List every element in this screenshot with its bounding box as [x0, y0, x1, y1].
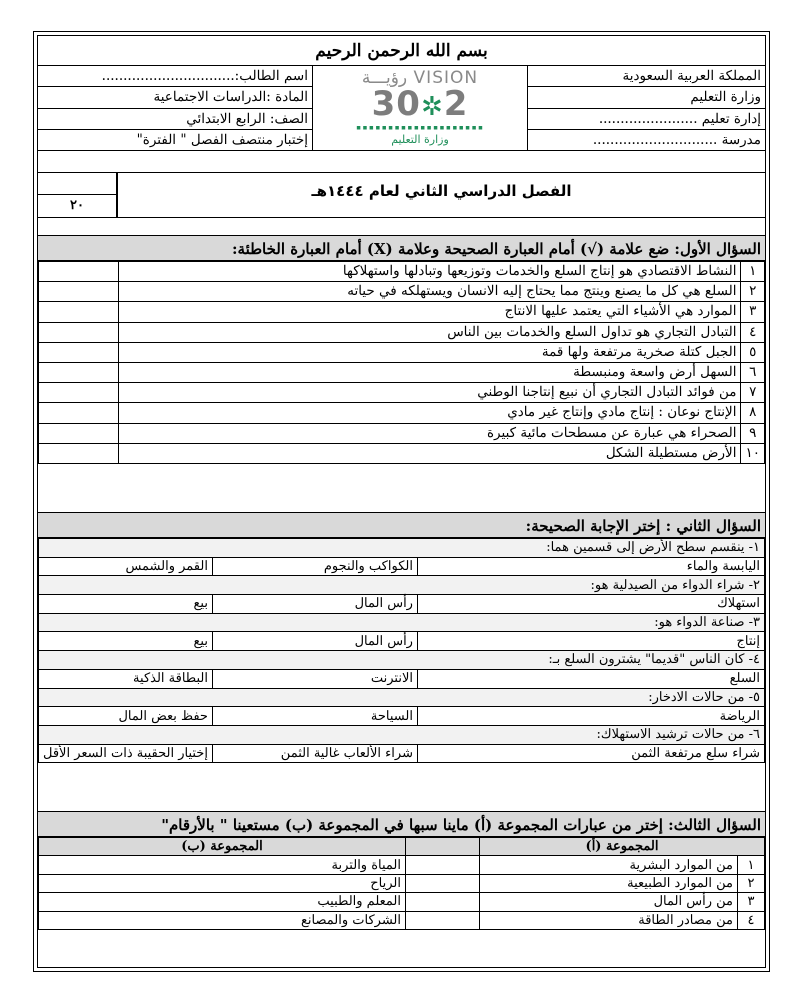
match-answer-cell[interactable]: [406, 856, 480, 874]
mcq-options-row: [39, 632, 765, 651]
group-a-item: من رأس المال: [480, 893, 738, 911]
group-a-item: من الموارد البشرية: [480, 856, 738, 874]
match-row: [39, 856, 765, 874]
statement-row: [39, 383, 765, 403]
exam-page: [33, 31, 770, 972]
exam-frame: [37, 35, 766, 968]
mcq-question: ٤- كان الناس "قديما" يشترون السلع بـ:: [39, 651, 765, 670]
ministry-label: وزارة التعليم: [528, 87, 765, 108]
mcq-options-row: [39, 557, 765, 576]
basmala: بسم الله الرحمن الرحيم: [38, 36, 765, 66]
score-box: [38, 173, 118, 217]
mcq-option[interactable]: السياحة: [212, 707, 417, 726]
mcq-question: ٥- من حالات الادخار:: [39, 688, 765, 707]
group-a-item: من الموارد الطبيعية: [480, 874, 738, 892]
mcq-question-row: [39, 688, 765, 707]
match-row: [39, 874, 765, 892]
group-b-item: المعلم والطبيب: [39, 893, 406, 911]
question-1-title: السؤال الأول: ضع علامة (√) أمام العبارة الصحيحة وعلامة (X) أمام العبارة الخاطئة:: [38, 235, 765, 261]
exam-header: [38, 66, 765, 151]
group-b-item: الشركات والمصانع: [39, 911, 406, 929]
answer-mark-cell[interactable]: [39, 423, 119, 443]
answer-mark-cell[interactable]: [39, 302, 119, 322]
question-3: [38, 811, 765, 930]
mcq-question: ١- ينقسم سطح الأرض إلى قسمين هما:: [39, 539, 765, 558]
answer-mark-cell[interactable]: [39, 262, 119, 282]
school-field[interactable]: مدرسة .............................: [592, 131, 761, 148]
total-score: ٢٠: [70, 198, 84, 213]
group-a-header: المجموعة (أ): [480, 838, 765, 856]
grade-label: الصف: الرابع الابتدائي: [38, 109, 312, 130]
mcq-option[interactable]: رأس المال: [212, 595, 417, 614]
logo-ministry-text: وزارة التعليم: [391, 133, 449, 146]
mcq-option[interactable]: شراء سلع مرتفعة الثمن: [417, 744, 764, 763]
statement-text: من فوائد التبادل التجاري أن نبيع إنتاجنا الوطني: [119, 383, 741, 403]
answer-mark-cell[interactable]: [39, 443, 119, 463]
statement-number: ٥: [741, 342, 765, 362]
mcq-question: ٦- من حالات ترشيد الاستهلاك:: [39, 725, 765, 744]
statement-text: السهل أرض واسعة ومنبسطة: [119, 362, 741, 382]
question-1-table: [38, 261, 765, 464]
statement-number: ٣: [741, 302, 765, 322]
mcq-option[interactable]: اليابسة والماء: [417, 557, 764, 576]
logo-digit-2: 2: [443, 84, 469, 124]
question-2-table: [38, 538, 765, 763]
mcq-option[interactable]: استهلاك: [417, 595, 764, 614]
mcq-option[interactable]: رأس المال: [212, 632, 417, 651]
group-b-item: المياة والتربة: [39, 856, 406, 874]
group-b-header: المجموعة (ب): [39, 838, 406, 856]
education-department-field[interactable]: إدارة تعليم .......................: [528, 109, 765, 130]
header-authority-column: [527, 66, 765, 150]
mcq-option[interactable]: البطاقة الذكية: [39, 669, 213, 688]
logo-digit-30: 30: [371, 84, 421, 124]
group-header-row: [39, 838, 765, 856]
semester-title: الفصل الدراسي الثاني لعام ١٤٤٤هـ: [311, 182, 572, 200]
mcq-option[interactable]: الانترنت: [212, 669, 417, 688]
question-2: [38, 512, 765, 763]
mcq-option[interactable]: بيع: [39, 632, 213, 651]
mcq-option[interactable]: السلع: [417, 669, 764, 688]
statement-number: ٩: [741, 423, 765, 443]
match-number: ١: [738, 856, 765, 874]
match-number: ٤: [738, 911, 765, 929]
kingdom-label: المملكة العربية السعودية: [528, 66, 765, 87]
answer-mark-cell[interactable]: [39, 383, 119, 403]
group-spacer: [406, 838, 480, 856]
match-answer-cell[interactable]: [406, 911, 480, 929]
statement-text: الإنتاج نوعان : إنتاج مادي وإنتاج غير مادي: [119, 403, 741, 423]
statement-number: ٤: [741, 322, 765, 342]
statement-text: الصحراء هي عبارة عن مسطحات مائية كبيرة: [119, 423, 741, 443]
statement-text: السلع هي كل ما يصنع وينتج مما يحتاج إليه الانسان ويستهلكه في حياته: [119, 282, 741, 302]
logo-vision-text: VISION رؤيـــة: [361, 68, 479, 88]
question-3-table: [38, 837, 765, 930]
exam-type-label: إختبار منتصف الفصل " الفترة": [136, 131, 308, 148]
mcq-options-row: [39, 707, 765, 726]
mcq-question-row: [39, 539, 765, 558]
logo-pattern-icon: ▪▪▪▪▪▪▪▪▪▪▪▪▪▪▪▪▪▪▪▪: [355, 123, 485, 133]
statement-number: ٨: [741, 403, 765, 423]
statement-text: النشاط الاقتصادي هو إنتاج السلع والخدمات وتوزيعها وتبادلها واستهلاكها: [119, 262, 741, 282]
statement-row: [39, 282, 765, 302]
answer-mark-cell[interactable]: [39, 282, 119, 302]
mcq-question: ٣- صناعة الدواء هو:: [39, 613, 765, 632]
mcq-option[interactable]: شراء الألعاب غالية الثمن: [212, 744, 417, 763]
mcq-option[interactable]: إنتاج: [417, 632, 764, 651]
statement-number: ١٠: [741, 443, 765, 463]
mcq-question-row: [39, 651, 765, 670]
mcq-option[interactable]: إختيار الحقيبة ذات السعر الأقل: [39, 744, 213, 763]
question-3-title: السؤال الثالث: إختر من عبارات المجموعة (أ) ماينا سبها في المجموعة (ب) مستعينا " بالأرقام": [38, 811, 765, 837]
answer-mark-cell[interactable]: [39, 362, 119, 382]
mcq-option[interactable]: القمر والشمس: [39, 557, 213, 576]
logo-2030-digits: [371, 84, 469, 124]
subject-label: المادة :الدراسات الاجتماعية: [38, 87, 312, 108]
statement-row: [39, 322, 765, 342]
answer-mark-cell[interactable]: [39, 342, 119, 362]
statement-text: التبادل التجاري هو تداول السلع والخدمات بين الناس: [119, 322, 741, 342]
header-student-column: [38, 66, 312, 150]
score-entry-cell[interactable]: [38, 173, 116, 195]
mcq-question-row: [39, 576, 765, 595]
group-b-item: الرياح: [39, 874, 406, 892]
mcq-option[interactable]: الرياضة: [417, 707, 764, 726]
student-name-field[interactable]: اسم الطالب:...............................: [38, 66, 312, 87]
statement-row: [39, 302, 765, 322]
statement-text: الأرض مستطيلة الشكل: [119, 443, 741, 463]
emblem-icon: ✲: [420, 92, 444, 122]
vision-2030-logo: [312, 66, 527, 150]
question-2-title: السؤال الثاني : إختر الإجابة الصحيحة:: [38, 512, 765, 538]
statement-row: [39, 423, 765, 443]
match-row: [39, 893, 765, 911]
mcq-question: ٢- شراء الدواء من الصيدلية هو:: [39, 576, 765, 595]
answer-mark-cell[interactable]: [39, 403, 119, 423]
mcq-option[interactable]: حفظ بعض المال: [39, 707, 213, 726]
statement-number: ٢: [741, 282, 765, 302]
mcq-option[interactable]: بيع: [39, 595, 213, 614]
statement-text: الجبل كتلة صخرية مرتفعة ولها قمة: [119, 342, 741, 362]
statement-row: [39, 443, 765, 463]
match-answer-cell[interactable]: [406, 893, 480, 911]
statement-row: [39, 403, 765, 423]
mcq-options-row: [39, 744, 765, 763]
statement-row: [39, 342, 765, 362]
match-number: ٣: [738, 893, 765, 911]
statement-number: ١: [741, 262, 765, 282]
semester-row: [38, 172, 765, 218]
mcq-options-row: [39, 669, 765, 688]
mcq-question-row: [39, 613, 765, 632]
statement-text: الموارد هي الأشياء التي يعتمد عليها الانتاج: [119, 302, 741, 322]
question-1: [38, 235, 765, 464]
answer-mark-cell[interactable]: [39, 322, 119, 342]
mcq-option[interactable]: الكواكب والنجوم: [212, 557, 417, 576]
mcq-options-row: [39, 595, 765, 614]
statement-row: [39, 262, 765, 282]
statement-number: ٦: [741, 362, 765, 382]
mcq-question-row: [39, 725, 765, 744]
match-row: [39, 911, 765, 929]
statement-number: ٧: [741, 383, 765, 403]
group-a-item: من مصادر الطاقة: [480, 911, 738, 929]
statement-row: [39, 362, 765, 382]
match-number: ٢: [738, 874, 765, 892]
match-answer-cell[interactable]: [406, 874, 480, 892]
